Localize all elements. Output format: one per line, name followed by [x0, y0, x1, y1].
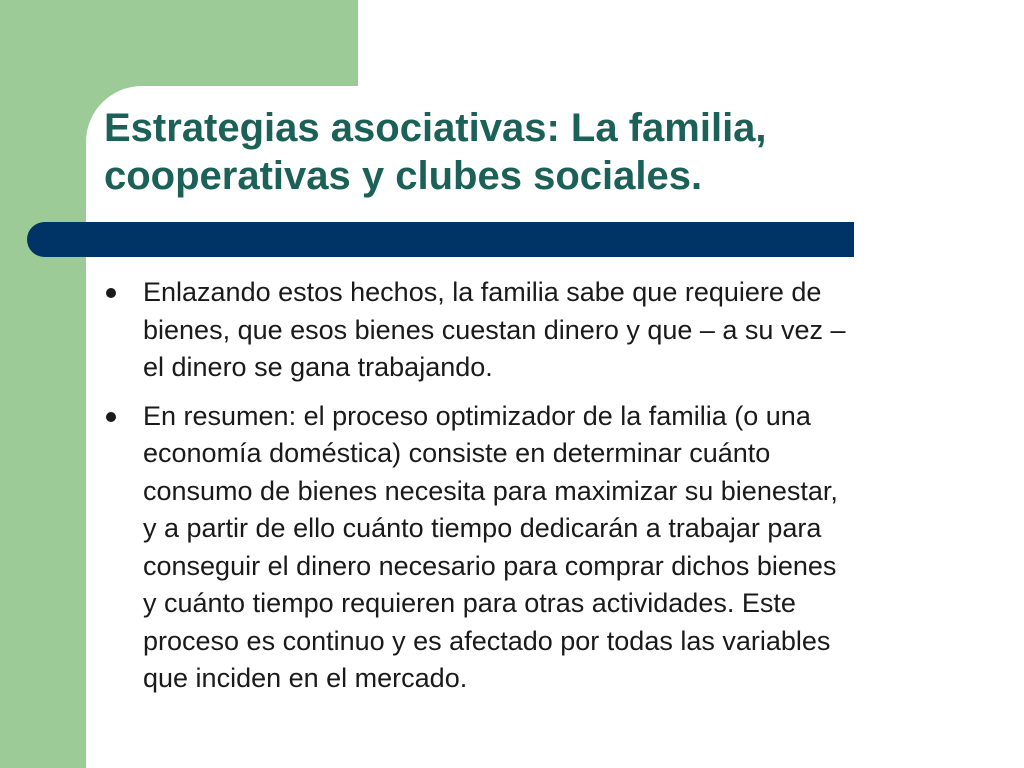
- bullet-line: consumo de bienes necesita para maximizar su bienestar,: [143, 475, 838, 506]
- bullet-item: [104, 398, 984, 698]
- bullet-line: economía doméstica) consiste en determinar cuánto: [143, 438, 771, 468]
- bullet-line: y a partir de ello cuánto tiempo dedicarán a trabajar para: [143, 513, 822, 543]
- bullet-line: bienes, que esos bienes cuestan dinero y que – a su vez –: [143, 314, 846, 345]
- bullet-line: y cuánto tiempo requieren para otras actividades. Este: [143, 588, 796, 618]
- slide-title: [104, 104, 904, 200]
- bullet-line: En resumen: el proceso optimizador de la familia (o una: [143, 400, 811, 431]
- bullet-line: proceso es continuo y es afectado por todas las variables: [143, 625, 831, 656]
- bullet-list: [104, 274, 984, 709]
- bullet-line: el dinero se gana trabajando.: [143, 352, 493, 382]
- title-line-2: cooperativas y clubes sociales.: [104, 154, 703, 198]
- bullet-item: [104, 274, 984, 387]
- bullet-line: Enlazando estos hechos, la familia sabe que requiere de: [143, 277, 822, 307]
- bullet-dot-icon: [106, 412, 116, 422]
- title-line-1: Estrategias asociativas: La familia,: [104, 106, 767, 150]
- bullet-line: conseguir el dinero necesario para comprar dichos bienes: [143, 550, 837, 581]
- bullet-dot-icon: [106, 288, 116, 298]
- bullet-line: que inciden en el mercado.: [143, 663, 468, 693]
- title-underline-bar: [27, 222, 854, 257]
